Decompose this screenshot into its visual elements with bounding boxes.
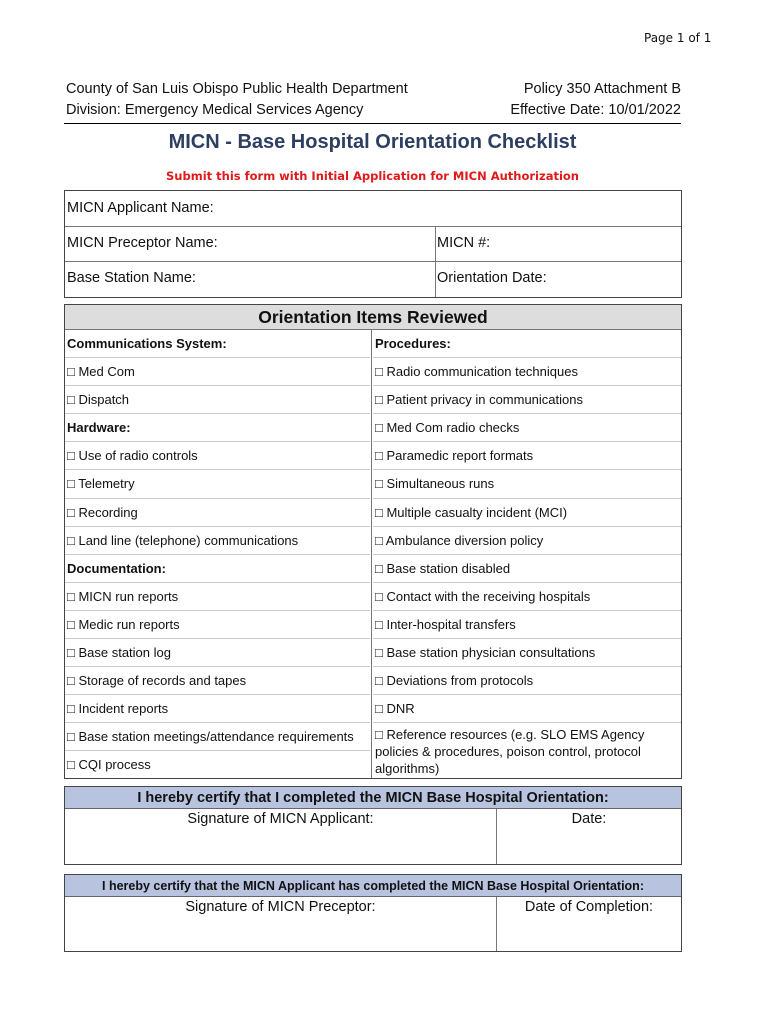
section-heading: Hardware: (65, 414, 370, 442)
checklist-item[interactable]: □ CQI process (67, 757, 151, 773)
header-divider (64, 123, 681, 124)
micn-number-label[interactable]: MICN #: (437, 235, 491, 251)
orientation-items-table (64, 304, 682, 779)
checklist-item[interactable]: □ Incident reports (65, 695, 370, 723)
section-heading: Procedures: (373, 330, 681, 358)
header-right (510, 79, 681, 121)
page-title: MICN - Base Hospital Orientation Checklist (168, 131, 577, 153)
preceptor-row (65, 227, 681, 262)
page-number: Page 1 of 1 (644, 31, 712, 45)
checklist-item[interactable]: □ Recording (65, 499, 370, 527)
checklist-item[interactable]: □ Base station disabled (373, 555, 681, 583)
orientation-date-label[interactable]: Orientation Date: (437, 270, 547, 286)
preceptor-signature-field[interactable]: Signature of MICN Preceptor: (185, 899, 376, 915)
checklist-item[interactable]: □ Med Com radio checks (373, 414, 681, 442)
items-left-column (65, 330, 370, 780)
checklist-item[interactable]: □ Base station log (65, 639, 370, 667)
items-right-column (373, 330, 681, 779)
checklist-item[interactable]: □ Patient privacy in communications (373, 386, 681, 414)
orientation-items-title: Orientation Items Reviewed (65, 305, 681, 330)
header-left (66, 79, 408, 121)
checklist-item[interactable]: □ Deviations from protocols (373, 667, 681, 695)
checklist-item[interactable]: □ Inter-hospital transfers (373, 611, 681, 639)
section-heading: Communications System: (65, 330, 370, 358)
checklist-item[interactable]: □ Dispatch (65, 386, 370, 414)
items-column-divider (371, 330, 372, 778)
division-name: Division: Emergency Medical Services Agency (66, 102, 364, 118)
checklist-item[interactable]: □ Medic run reports (65, 611, 370, 639)
applicant-name-field[interactable] (65, 191, 681, 227)
checklist-item[interactable]: □ MICN run reports (65, 583, 370, 611)
checklist-item[interactable]: □ Ambulance diversion policy (373, 527, 681, 555)
section-heading: Documentation: (65, 555, 370, 583)
checklist-item[interactable]: □ Land line (telephone) communications (65, 527, 370, 555)
checklist-item[interactable]: □ Telemetry (65, 470, 370, 498)
checklist-item[interactable]: □ Paramedic report formats (373, 442, 681, 470)
effective-date: Effective Date: 10/01/2022 (510, 102, 681, 118)
checklist-item[interactable]: □ DNR (373, 695, 681, 723)
checklist-item[interactable]: □ Base station meetings/attendance requirements (65, 723, 370, 751)
checklist-item[interactable]: □ Simultaneous runs (373, 470, 681, 498)
applicant-date-field[interactable]: Date: (571, 811, 607, 827)
checklist-item[interactable]: □ Base station physician consultations (373, 639, 681, 667)
completion-date-field[interactable]: Date of Completion: (524, 899, 654, 915)
preceptor-certification (64, 874, 682, 952)
org-name: County of San Luis Obispo Public Health Department (66, 81, 408, 97)
checklist-item[interactable]: □ Storage of records and tapes (65, 667, 370, 695)
applicant-certification (64, 786, 682, 865)
policy-label: Policy 350 Attachment B (523, 81, 681, 97)
applicant-signature-field[interactable]: Signature of MICN Applicant: (187, 811, 374, 827)
checklist-item[interactable]: □ Med Com (65, 358, 370, 386)
applicant-name-label: MICN Applicant Name: (67, 200, 214, 216)
checklist-item[interactable]: □ Radio communication techniques (373, 358, 681, 386)
preceptor-certification-statement: I hereby certify that the MICN Applicant has completed the MICN Base Hospital Orientation: (65, 875, 681, 897)
checklist-item[interactable]: □ Contact with the receiving hospitals (373, 583, 681, 611)
checklist-item[interactable]: □ Reference resources (e.g. SLO EMS Agency policies & procedures, poison control, protocol algorithms) (375, 727, 645, 777)
applicant-certification-statement: I hereby certify that I completed the MICN Base Hospital Orientation: (65, 787, 681, 809)
info-column-divider (435, 227, 436, 297)
checklist-item[interactable]: □ Use of radio controls (65, 442, 370, 470)
base-station-label[interactable]: Base Station Name: (67, 270, 196, 286)
checklist-item[interactable]: □ Multiple casualty incident (MCI) (373, 499, 681, 527)
submit-instruction: Submit this form with Initial Application for MICN Authorization (166, 169, 579, 183)
applicant-info-table (64, 190, 682, 298)
preceptor-name-label[interactable]: MICN Preceptor Name: (67, 235, 218, 251)
